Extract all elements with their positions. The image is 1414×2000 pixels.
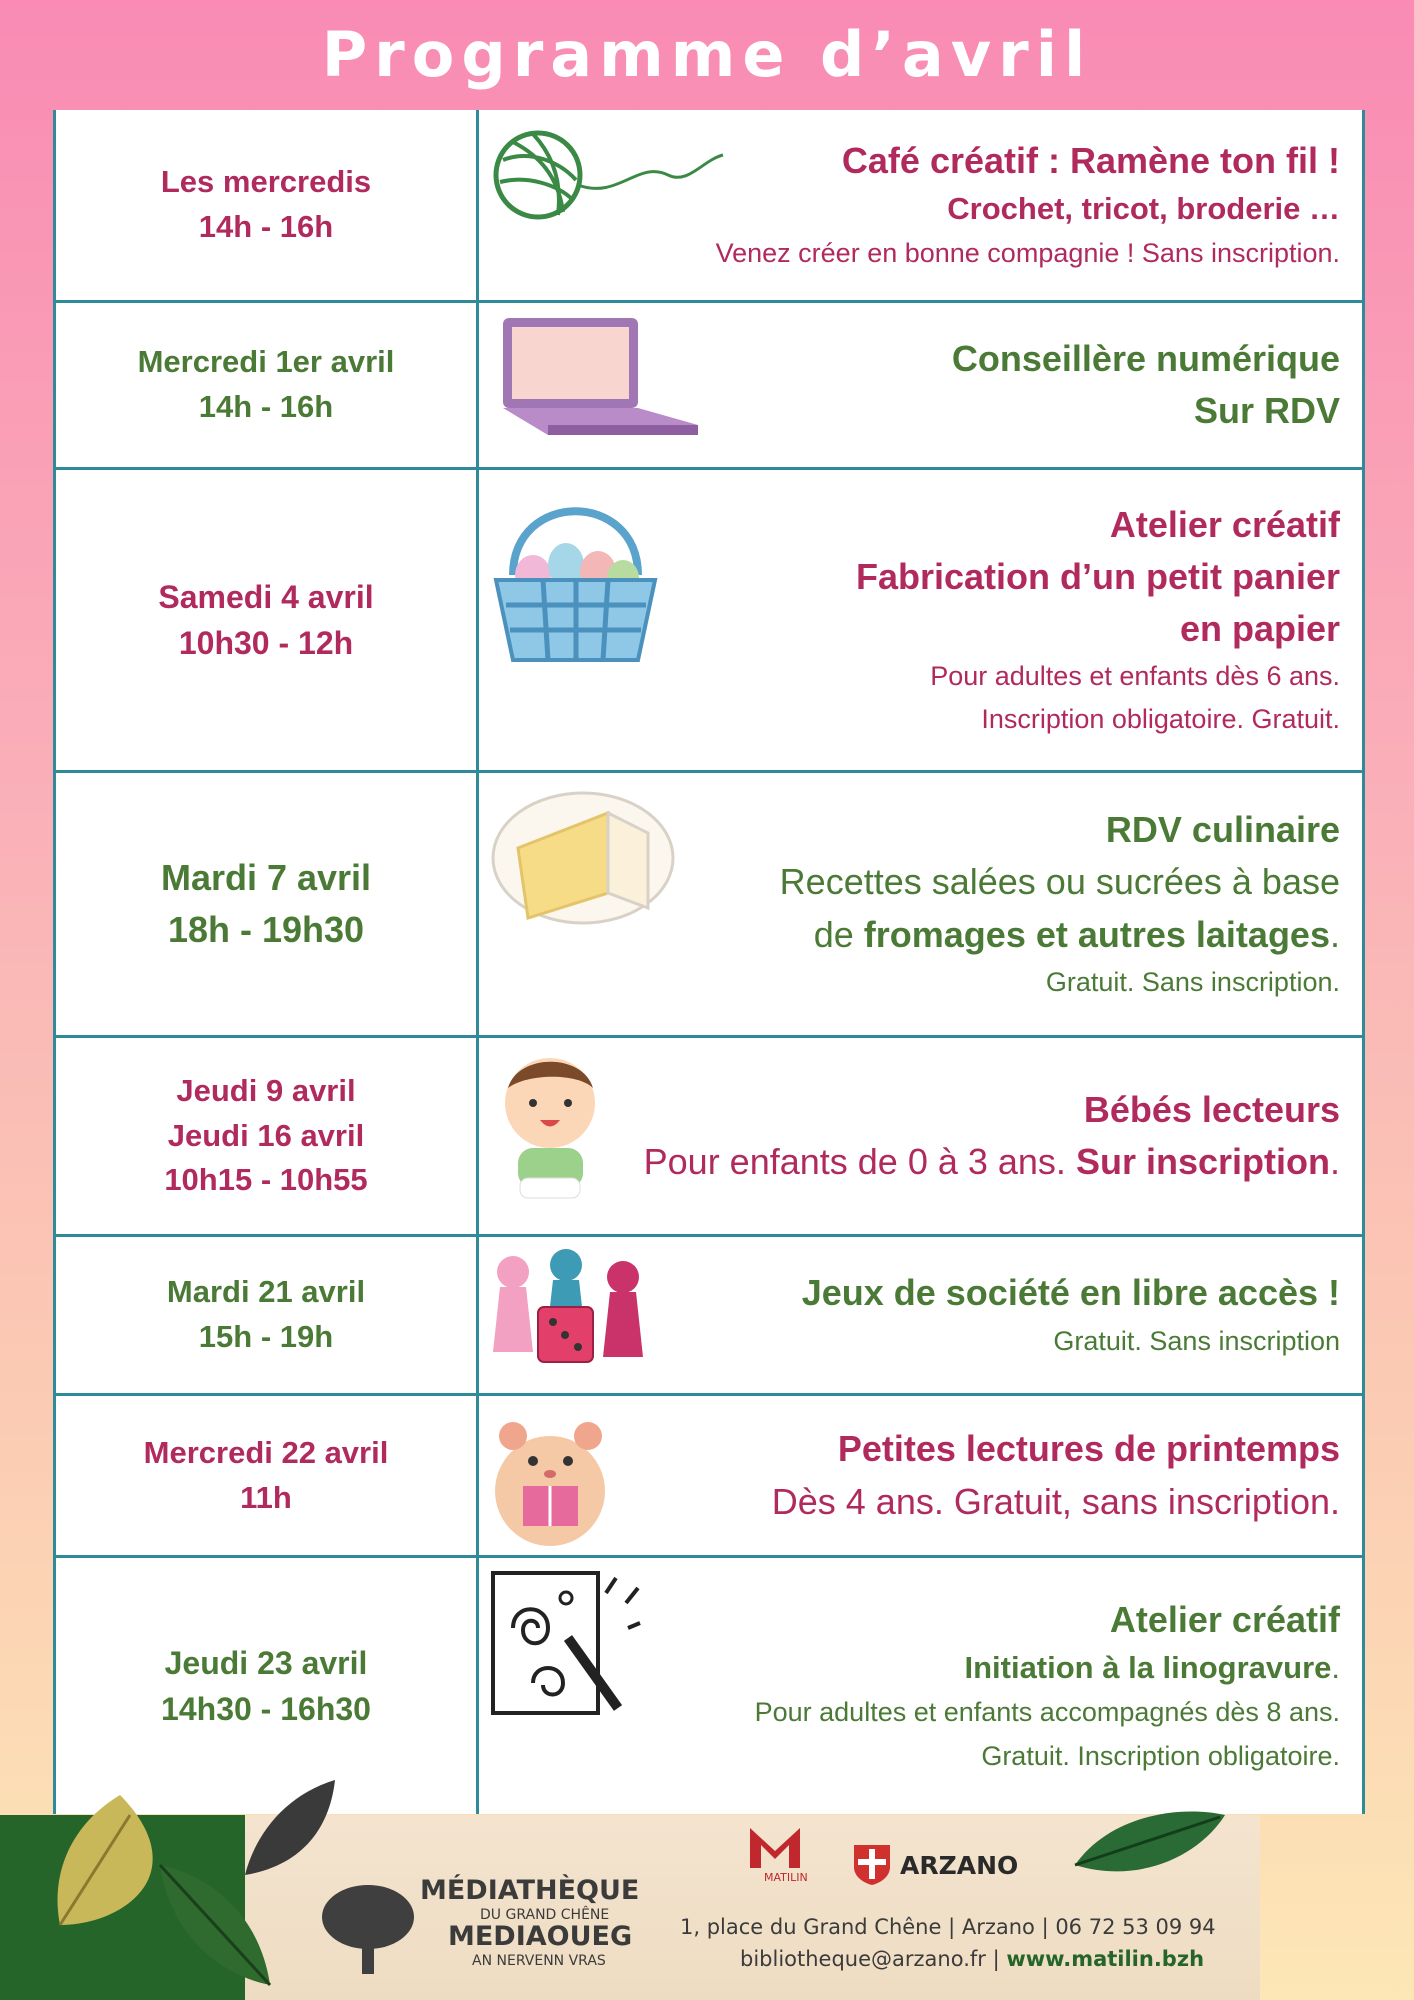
event-line-punctuation: .: [1331, 1650, 1340, 1686]
event-line-text: RDV culinaire: [1105, 809, 1340, 851]
footer-email[interactable]: bibliotheque@arzano.fr: [740, 1947, 986, 1971]
oak-leaf-icon: [1070, 1805, 1230, 1885]
event-line: [838, 1423, 1340, 1475]
event-date-line: 11h: [240, 1479, 292, 1515]
event-line-text: Jeux de société en libre accès !: [801, 1272, 1340, 1314]
footer-website[interactable]: www.matilin.bzh: [1006, 1947, 1205, 1971]
event-row: [56, 110, 1362, 303]
event-line: [780, 856, 1340, 908]
event-line-text: Recettes salées ou sucrées à base: [779, 861, 1340, 903]
footer-separator: |: [985, 1947, 1007, 1971]
event-date-line: 14h - 16h: [198, 389, 334, 424]
page-title: Programme d’avril: [321, 18, 1093, 91]
event-line: [1084, 1084, 1340, 1136]
footer: [0, 1815, 1414, 2000]
event-line-text: de: [813, 913, 864, 955]
event-line: [981, 1735, 1340, 1778]
event-line: [1194, 385, 1340, 437]
event-description: [479, 303, 1362, 467]
event-line-text: Sur RDV: [1193, 390, 1340, 431]
event-line-punctuation: .: [1329, 913, 1340, 955]
event-date: [56, 773, 479, 1035]
library-subtitle-breton: AN NERVENN VRAS: [472, 1953, 606, 1969]
event-date-line: Mercredi 22 avril: [143, 1434, 389, 1470]
event-line-text: Pour enfants de 0 à 3 ans.: [643, 1141, 1076, 1182]
event-date-line: Les mercredis: [160, 164, 372, 200]
arzano-crest-icon: [852, 1843, 892, 1887]
event-line: [1106, 804, 1340, 856]
event-line: [856, 551, 1340, 603]
event-date-line: 10h30 - 12h: [178, 625, 354, 661]
event-date-line: 15h - 19h: [198, 1319, 334, 1354]
event-line: [716, 232, 1340, 275]
event-line-text: Pour adultes et enfants dès 6 ans.: [930, 661, 1340, 692]
event-line-text: Café créatif : Ramène ton fil !: [841, 139, 1340, 181]
event-line: [1110, 1594, 1340, 1646]
event-date-line: 18h - 19h30: [167, 909, 365, 950]
event-description: [479, 1396, 1362, 1555]
event-line-text: Petites lectures de printemps: [837, 1428, 1340, 1470]
event-date-line: 10h15 - 10h55: [164, 1162, 368, 1198]
event-line-text: Crochet, tricot, broderie …: [947, 191, 1340, 227]
event-line-text: Bébés lecteurs: [1083, 1088, 1340, 1130]
event-line-text: Atelier créatif: [1109, 1599, 1340, 1641]
event-date: [56, 110, 479, 300]
event-line: [802, 1267, 1340, 1319]
event-date-line: Mardi 7 avril: [160, 856, 372, 898]
event-line: [772, 1476, 1340, 1528]
event-line: [964, 1646, 1340, 1691]
event-row: [56, 773, 1362, 1038]
event-date: [56, 303, 479, 467]
event-description: [479, 110, 1362, 300]
event-line-text: Dès 4 ans. Gratuit, sans inscription.: [771, 1480, 1340, 1522]
event-date: [56, 1237, 479, 1393]
footer-address: 1, place du Grand Chêne | Arzano | 06 72 53 09 94: [680, 1915, 1216, 1939]
event-date-line: Mardi 21 avril: [166, 1274, 366, 1310]
event-date: [56, 1038, 479, 1234]
event-row: [56, 1396, 1362, 1558]
event-row: [56, 1237, 1362, 1396]
event-line: [1053, 1320, 1340, 1363]
event-line-emphasis: fromages et autres laitages: [863, 913, 1330, 955]
event-line-text: Initiation à la linogravure: [964, 1650, 1332, 1686]
event-date-line: Mercredi 1er avril: [137, 344, 395, 380]
event-line: [1110, 499, 1340, 551]
library-name: MÉDIATHÈQUE: [420, 1875, 640, 1906]
event-row: [56, 1038, 1362, 1237]
matilin-logo-icon: [745, 1823, 805, 1871]
event-line-text: Gratuit. Sans inscription.: [1045, 966, 1340, 997]
event-line: [644, 1136, 1340, 1188]
event-line-text: Venez créer en bonne compagnie ! Sans inscription.: [715, 237, 1340, 268]
event-description: [479, 470, 1362, 770]
event-table: [53, 110, 1365, 1814]
event-line: [981, 698, 1340, 741]
event-line-punctuation: .: [1329, 1141, 1340, 1182]
event-line-text: en papier: [1179, 607, 1340, 649]
event-line-text: Atelier créatif: [1109, 503, 1340, 545]
event-date-line: Jeudi 23 avril: [164, 1644, 368, 1681]
event-row: [56, 303, 1362, 470]
event-line: [1046, 961, 1340, 1004]
event-row: [56, 470, 1362, 773]
library-subtitle: DU GRAND CHÊNE: [480, 1907, 610, 1923]
event-line-text: Conseillère numérique: [951, 337, 1340, 379]
event-line-text: Inscription obligatoire. Gratuit.: [981, 704, 1340, 735]
event-date-line: 14h - 16h: [198, 209, 334, 244]
library-name-breton: MEDIAOUEG: [448, 1921, 633, 1952]
event-line-text: Gratuit. Sans inscription: [1053, 1325, 1340, 1356]
event-date-line: 14h30 - 16h30: [161, 1691, 371, 1727]
event-line-text: Fabrication d’un petit panier: [855, 555, 1340, 597]
event-description: [479, 1558, 1362, 1814]
event-line-text: Pour adultes et enfants accompagnés dès 8 ans.: [754, 1697, 1340, 1728]
arzano-label: ARZANO: [900, 1851, 1019, 1880]
event-date: [56, 1396, 479, 1555]
event-description: [479, 1237, 1362, 1393]
event-line-emphasis: Sur inscription: [1075, 1141, 1330, 1182]
event-line: [952, 333, 1340, 385]
footer-contact: [740, 1947, 1204, 1971]
event-date-line: Jeudi 16 avril: [167, 1117, 365, 1153]
event-line: [842, 135, 1340, 187]
event-line: [930, 655, 1340, 698]
event-line: [814, 909, 1340, 961]
event-line-text: Gratuit. Inscription obligatoire.: [981, 1740, 1340, 1771]
event-description: [479, 1038, 1362, 1234]
event-date-line: Samedi 4 avril: [158, 578, 374, 615]
event-line: [947, 187, 1340, 232]
event-date: [56, 470, 479, 770]
event-line: [755, 1691, 1340, 1734]
oak-tree-logo-icon: [318, 1879, 418, 1979]
oak-leaf-icon: [150, 1855, 280, 1995]
event-description: [479, 773, 1362, 1035]
matilin-label: MATILIN: [764, 1871, 808, 1884]
event-date-line: Jeudi 9 avril: [176, 1072, 356, 1108]
event-line: [1180, 603, 1340, 655]
